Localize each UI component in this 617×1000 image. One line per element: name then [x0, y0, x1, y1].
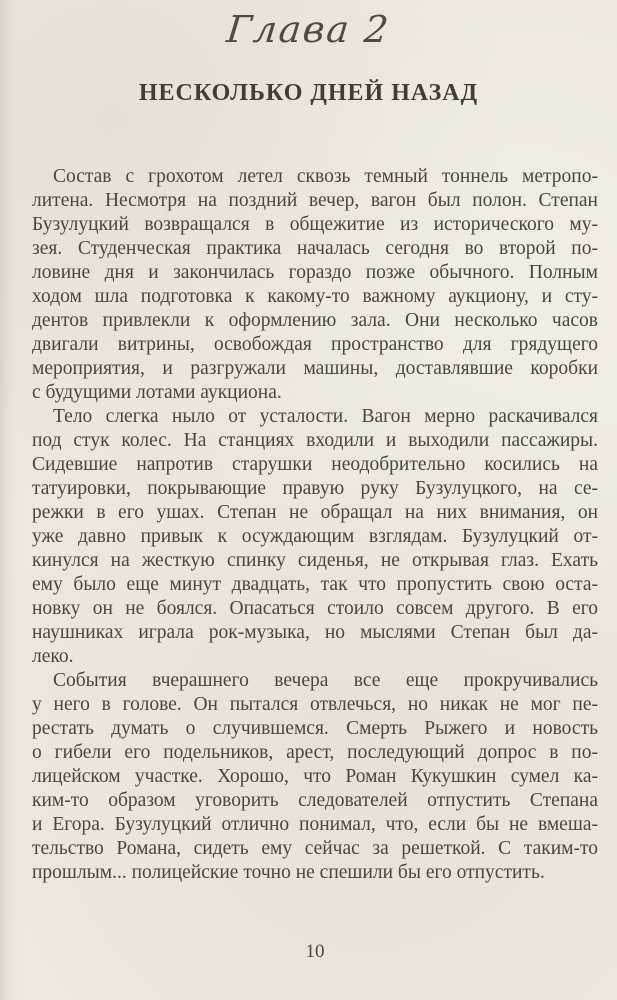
body-line: и Егора. Бузулуцкий отлично понимал, что, если бы не вмеша-	[32, 814, 598, 835]
body-line: ким-то образом уговорить следователей отпустить Степана	[32, 790, 598, 811]
body-line: ему было еще минут двадцать, так что пропустить свою оста-	[32, 574, 598, 595]
body-line: Бузулуцкий возвращался в общежитие из исторического му-	[32, 214, 598, 235]
body-line: режки в его ушах. Степан не обращал на них внимания, он	[32, 502, 598, 523]
page-number: 10	[305, 941, 325, 962]
body-line: литена. Несмотря на поздний вечер, вагон был полон. Степан	[32, 190, 598, 211]
body-line: кинулся на жесткую спинку сиденья, не открывая глаз. Ехать	[32, 550, 598, 571]
body-line: тельство Романа, сидеть ему сейчас за решеткой. С таким-то	[32, 838, 598, 859]
body-line: уже давно привык к осуждающим взглядам. Бузулуцкий от-	[32, 526, 598, 547]
body-line: События вчерашнего вечера все еще прокручивались	[53, 670, 598, 691]
body-line: зея. Студенческая практика началась сегодня во второй по-	[32, 238, 598, 259]
body-line: новку он не боялся. Опасаться стоило совсем другого. В его	[32, 598, 598, 619]
chapter-label: Глава 2	[224, 8, 393, 51]
body-line: дентов привлекли к оформлению зала. Они несколько часов	[32, 310, 598, 331]
body-line: ходом шла подготовка к какому-то важному аукциону, и сту-	[32, 286, 598, 307]
body-line: о гибели его подельников, арест, последующий допрос в по-	[32, 742, 598, 763]
body-line: с будущими лотами аукциона.	[32, 382, 282, 403]
body-line: рестать думать о случившемся. Смерть Рыжего и новость	[32, 718, 598, 739]
body-line: Сидевшие напротив старушки неодобрительно косились на	[32, 454, 598, 475]
body-line: у него в голове. Он пытался отвлечься, но никак не мог пе-	[32, 694, 598, 715]
body-line: Состав с грохотом летел сквозь темный тоннель метропо-	[53, 166, 598, 187]
body-line: татуировки, покрывающие правую руку Бузулуцкого, на се-	[32, 478, 598, 499]
body-line: наушниках играла рок-музыка, но мыслями Степан был да-	[32, 622, 598, 643]
body-line: двигали витрины, освобождая пространство для грядущего	[32, 334, 598, 355]
body-line: мероприятия, и разгружали машины, доставлявшие коробки	[32, 358, 598, 379]
chapter-title: НЕСКОЛЬКО ДНЕЙ НАЗАД	[138, 80, 479, 106]
body-line: под стук колес. На станциях входили и выходили пассажиры.	[32, 430, 598, 451]
body-text	[32, 165, 598, 885]
body-line: Тело слегка ныло от усталости. Вагон мерно раскачивался	[53, 406, 598, 427]
body-line: ловине дня и закончилась гораздо позже обычного. Полным	[32, 262, 598, 283]
body-line: леко.	[32, 646, 74, 667]
body-line: прошлым... полицейские точно не спешили бы его отпустить.	[32, 862, 545, 883]
body-line: лицейском участке. Хорошо, что Роман Кукушкин сумел ка-	[32, 766, 598, 787]
